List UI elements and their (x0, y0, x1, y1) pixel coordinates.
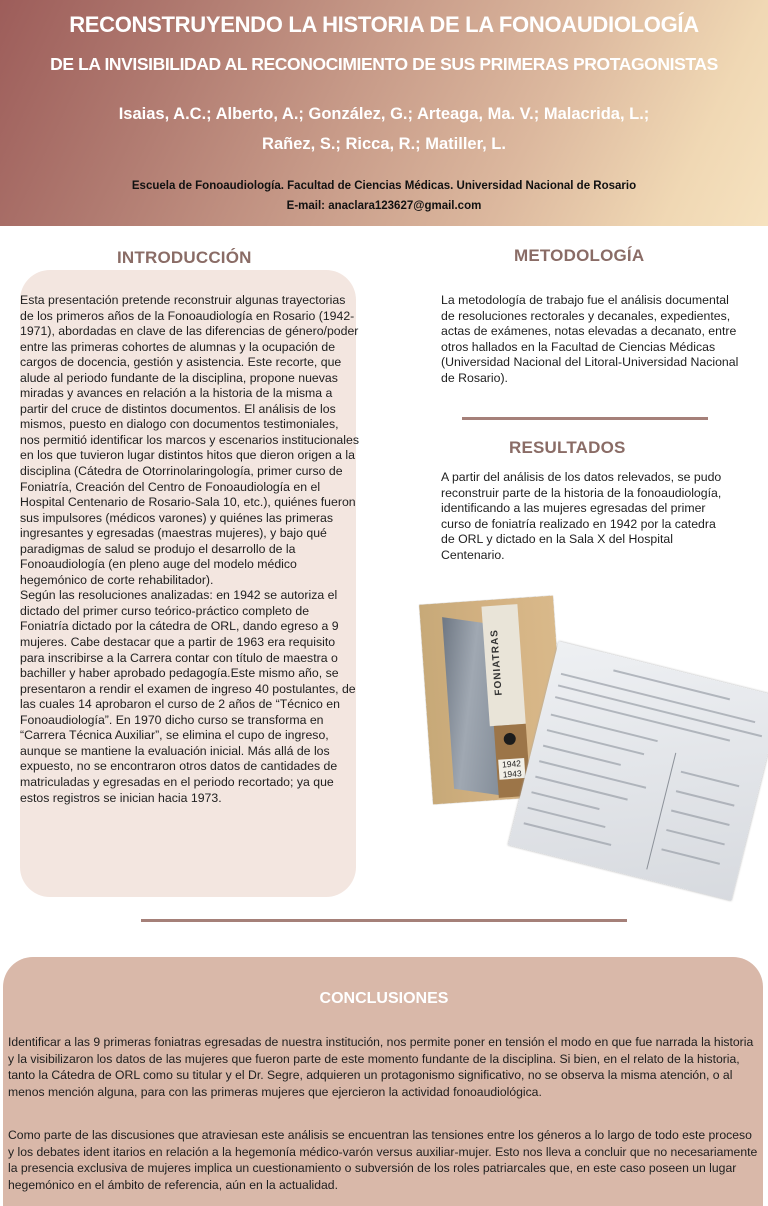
metodologia-text: La metodología de trabajo fue el análisis documental de resoluciones rectorales y decanales, expedientes, actas de exámenes, notas elevadas a decanato, entre otros hallados en la Facultad de Ciencias Médicas (Universidad Nacional del Litoral-Universidad Nacional de Rosario). (441, 293, 739, 385)
doc-line (527, 807, 605, 828)
binder-label-text: FONIATRAS (489, 628, 505, 696)
authors-line-1: Isaias, A.C.; Alberto, A.; González, G.; Arteaga, Ma. V.; Malacrida, L.; (118, 105, 650, 123)
doc-line (676, 790, 735, 806)
doc-line (558, 684, 762, 737)
introduccion-paragraph-1: Esta presentación pretende reconstruir algunas trayectorias de los primeros años de la Fonoaudiología en Rosario (1942-1971), abordadas en clave de las diferencias de género/poder entre las primeras cohortes de alumnas y la ocupación de cargos de docencia, gestión y asistencia. Este recorte, que alude al periodo fundante de la disciplina, propone nuevas miradas y avances en relación a la historia de la misma a partir del cruce de distintos documentos. El análisis de los mismos, puesto en dialogo con documentos testimoniales, nos permitió identificar los marcos y escenarios institucionales en los que tuvieron lugar distintos hitos que dieron origen a la disciplina (Cátedra de Otorrinolaringología, primer curso de Foniatría, Creación del Centro de Fonoaudiología en el Hospital Centenario de Rosario-Sala 10, etc.), quiénes fueron sus impulsores (médicos varones) y quiénes las primeras ingresantes y egresadas (maestras mujeres), y bajo qué paradigmas de salud se produjo el desarrollo de la Fonoaudiología (en pleno auge del modelo médico hegemónico de corte rehabilitador). (20, 293, 359, 587)
divider-main (141, 919, 627, 922)
poster-header (0, 0, 768, 226)
binder-year-2: 1943 (502, 768, 522, 780)
doc-line (531, 791, 599, 810)
resultados-heading: RESULTADOS (509, 438, 626, 457)
affiliation-block (0, 176, 768, 216)
doc-line (666, 829, 725, 845)
archive-photos (412, 590, 768, 930)
doc-line (671, 810, 730, 826)
divider-metodologia (462, 417, 708, 420)
introduccion-heading: INTRODUCCIÓN (117, 248, 252, 267)
contact-email: E-mail: anaclara123627@gmail.com (286, 200, 482, 212)
doc-line (555, 696, 730, 741)
doc-line (661, 848, 720, 864)
doc-line (543, 745, 621, 766)
doc-line (539, 760, 646, 789)
conclusiones-paragraph-2: Como parte de las discusiones que atraviesan este análisis se encuentran las tensiones entre los géneros a lo largo de todo este proceso y los debates ident itarios en relación a la hegemonía médico-varón versus auxiliar-mujer. Esto nos lleva a concluir que no necesariamente la presencia exclusiva de mujeres implica un cuestionamiento o subversión de los roles patriarcales que, en este caso poseen un lugar hegemónico en el ámbito de referencia, aún en la actualidad. (8, 1128, 758, 1192)
binder-label (481, 604, 525, 726)
doc-line (613, 669, 730, 700)
introduccion-text (20, 293, 360, 806)
binder-years (498, 758, 525, 780)
binder-year-1: 1942 (501, 758, 522, 770)
metodologia-heading: METODOLOGÍA (514, 246, 645, 265)
poster-subtitle: DE LA INVISIBILIDAD AL RECONOCIMIENTO DE SUS PRIMERAS PROTAGONISTAS (50, 54, 718, 74)
introduccion-paragraph-2: Según las resoluciones analizadas: en 1942 se autoriza el dictado del primer curso teórico-práctico completo de Foniatría dictado por la cátedra de ORL, dando egreso a 9 mujeres. Cabe destacar que a partir de 1963 era requisito para inscribirse a la Carrera contar con título de maestra o bachiller y haber aprobado pedagogía.Este mismo año, se presentaron a rendir el examen de ingreso 40 postulantes, de las cuales 14 aprobaron el curso de 2 años de “Técnico en Fonoaudiología”. En 1970 dicho curso se transforma en “Carrera Técnica Auxiliar”, se elimina el cupo de ingreso, aunque se mantiene la evaluación inicial. Más allá de los expuesto, no se encontraron otros datos de cantidades de matriculadas y egresadas en el periodo recortado; ya que estos registros se inician hacia 1973. (20, 588, 356, 805)
doc-line (681, 771, 740, 787)
affiliation: Escuela de Fonoaudiología. Facultad de Ciencias Médicas. Universidad Nacional de Rosario (131, 180, 637, 192)
poster-title: RECONSTRUYENDO LA HISTORIA DE LA FONOAUDIOLOGÍA (69, 12, 699, 37)
resultados-text: A partir del análisis de los datos relevados, se pudo reconstruir parte de la historia de la fonoaudiología, identificando a las mujeres egresadas del primer curso de foniatría realizado en 1942 por la catedra de ORL y dictado en la Sala X del Hospital Centenario. (441, 470, 722, 562)
conclusiones-paragraph-1: Identificar a las 9 primeras foniatras egresadas de nuestra institución, nos permite poner en tensión el modo en que fue narrada la historia y la visibilizaron los datos de las mujeres que fueron parte de este momento fundante de la disciplina. Si bien, en el relato de la historia, tanto la Cátedra de ORL como su titular y el Dr. Segre, adquieren un protagonismo significativo, no se observa la misma atención, o al menos mención alguna, para con las primeras mujeres que ejercieron la actividad fonoaudiológica. (8, 1035, 754, 1099)
conclusiones-heading: CONCLUSIONES (319, 990, 449, 1007)
authors (0, 99, 768, 159)
authors-line-2: Rañez, S.; Ricca, R.; Matiller, L. (262, 135, 506, 153)
